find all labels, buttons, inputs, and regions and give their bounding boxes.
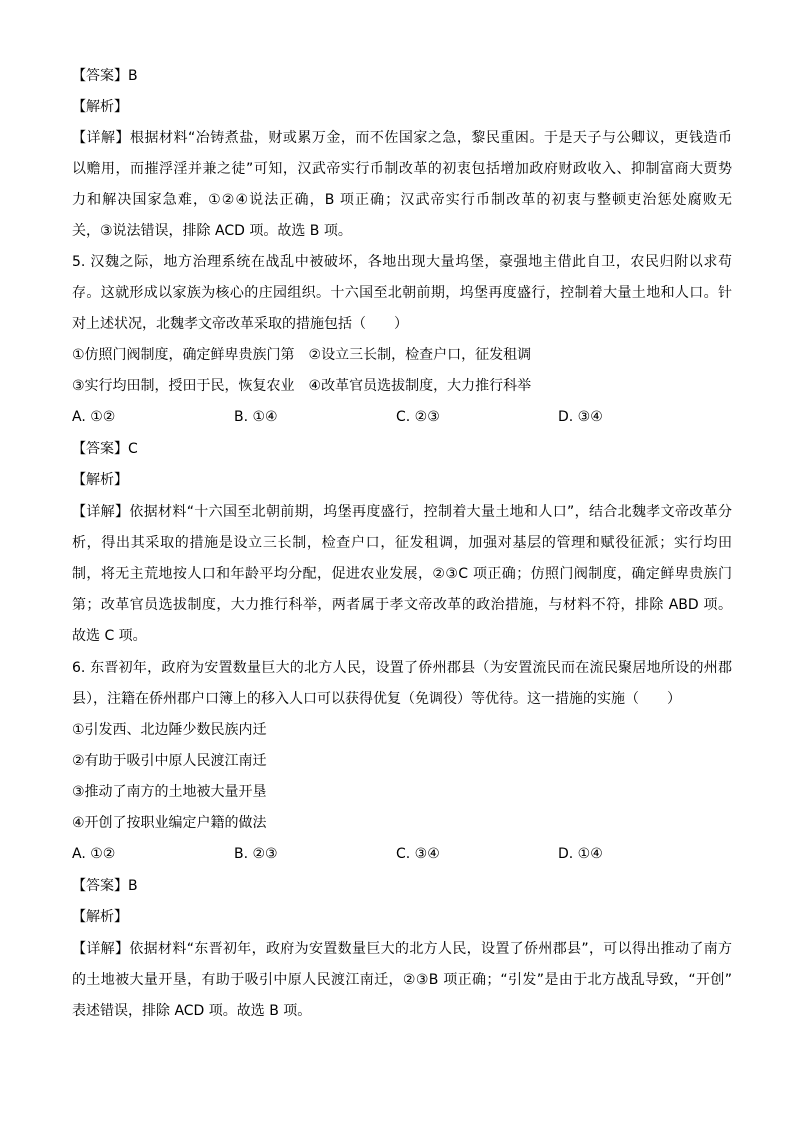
- q5-detail-line: 【详解】依据材料“十六国至北朝前期，坞堡再度盛行，控制着大量土地和人口”，结合北魏孝文帝改革分: [72, 504, 732, 520]
- q6-stem-line: 6. 东晋初年，政府为安置数量巨大的北方人民，设置了侨州郡县（为安置流民而在流民聚居地所设的州郡: [72, 660, 732, 676]
- q5-statement-line: ③实行均田制，授田于民，恢复农业 ④改革官员选拔制度，大力推行科举: [72, 378, 532, 394]
- q6-analysis-label: 【解析】: [72, 909, 128, 925]
- q6-detail-line: 【详解】依据材料“东晋初年，政府为安置数量巨大的北方人民，设置了侨州郡县”，可以得出推动了南方: [72, 941, 732, 957]
- q5-choice-a[interactable]: A. ①②: [72, 409, 116, 425]
- q5-choice-d[interactable]: D. ③④: [558, 409, 603, 425]
- q5-statement-line: ①仿照门阀制度，确定鲜卑贵族门第 ②设立三长制，检查户口，征发租调: [72, 347, 532, 363]
- q5-analysis-label: 【解析】: [72, 472, 128, 488]
- q5-detail-line: 制，将无主荒地按人口和年龄平均分配，促进农业发展，②③C 项正确；仿照门阀制度，确定鲜卑贵族门: [72, 566, 732, 582]
- q5-answer: 【答案】C: [72, 441, 138, 457]
- q5-stem-line: 存。这就形成以家族为核心的庄园组织。十六国至北朝前期，坞堡再度盛行，控制着大量土地和人口。针: [72, 285, 732, 301]
- q5-choice-c[interactable]: C. ②③: [396, 409, 440, 425]
- q6-detail-line: 的土地被大量开垦，有助于吸引中原人民渡江南迁，②③B 项正确；“引发”是由于北方战乱导致，“开创”: [72, 972, 732, 988]
- q6-statement-line: ④开创了按职业编定户籍的做法: [72, 815, 267, 831]
- q5-choices: [72, 405, 732, 429]
- q6-choice-c[interactable]: C. ③④: [396, 846, 440, 862]
- q6-choice-a[interactable]: A. ①②: [72, 846, 116, 862]
- q5-choice-b[interactable]: B. ①④: [234, 409, 278, 425]
- q4-analysis-label: 【解析】: [72, 99, 128, 115]
- q5-stem-line: 对上述状况，北魏孝文帝改革采取的措施包括（ ）: [72, 316, 408, 332]
- q5-stem-line: 5. 汉魏之际，地方治理系统在战乱中被破坏，各地出现大量坞堡，豪强地主借此自卫，农民归附以求苟: [72, 254, 732, 270]
- q6-answer: 【答案】B: [72, 878, 138, 894]
- q5-detail-line: 第；改革官员选拔制度，大力推行科举，两者属于孝文帝改革的政治措施，与材料不符，排除 ABD 项。: [72, 597, 732, 613]
- q6-choice-d[interactable]: D. ①④: [558, 846, 603, 862]
- q6-statement-line: ①引发西、北边陲少数民族内迁: [72, 722, 267, 738]
- q5-detail-line: 故选 C 项。: [72, 628, 147, 644]
- q4-detail-line: 力和解决国家急难，①②④说法正确，B 项正确；汉武帝实行币制改革的初衷与整顿吏治惩处腐败无: [72, 192, 732, 208]
- q4-answer: 【答案】B: [72, 68, 138, 84]
- q4-detail-line: 关，③说法错误，排除 ACD 项。故选 B 项。: [72, 223, 352, 239]
- q4-detail-line: 以赡用，而摧浮淫并兼之徒”可知，汉武帝实行币制改革的初衷包括增加政府财政收入、抑制富商大贾势: [72, 161, 732, 177]
- q6-choice-b[interactable]: B. ②③: [234, 846, 278, 862]
- q6-choices: [72, 842, 732, 866]
- q6-stem-line: 县），注籍在侨州郡户口簿上的移入人口可以获得优复（免调役）等优待。这一措施的实施（ ）: [72, 691, 681, 707]
- q4-detail-line: 【详解】根据材料“冶铸煮盐，财或累万金，而不佐国家之急，黎民重困。于是天子与公卿议，更钱造币: [72, 130, 732, 146]
- q5-detail-line: 析，得出其采取的措施是设立三长制，检查户口，征发租调，加强对基层的管理和赋役征派；实行均田: [72, 535, 732, 551]
- q6-detail-line: 表述错误，排除 ACD 项。故选 B 项。: [72, 1003, 312, 1019]
- q6-statement-line: ②有助于吸引中原人民渡江南迁: [72, 753, 267, 769]
- q6-statement-line: ③推动了南方的土地被大量开垦: [72, 784, 267, 800]
